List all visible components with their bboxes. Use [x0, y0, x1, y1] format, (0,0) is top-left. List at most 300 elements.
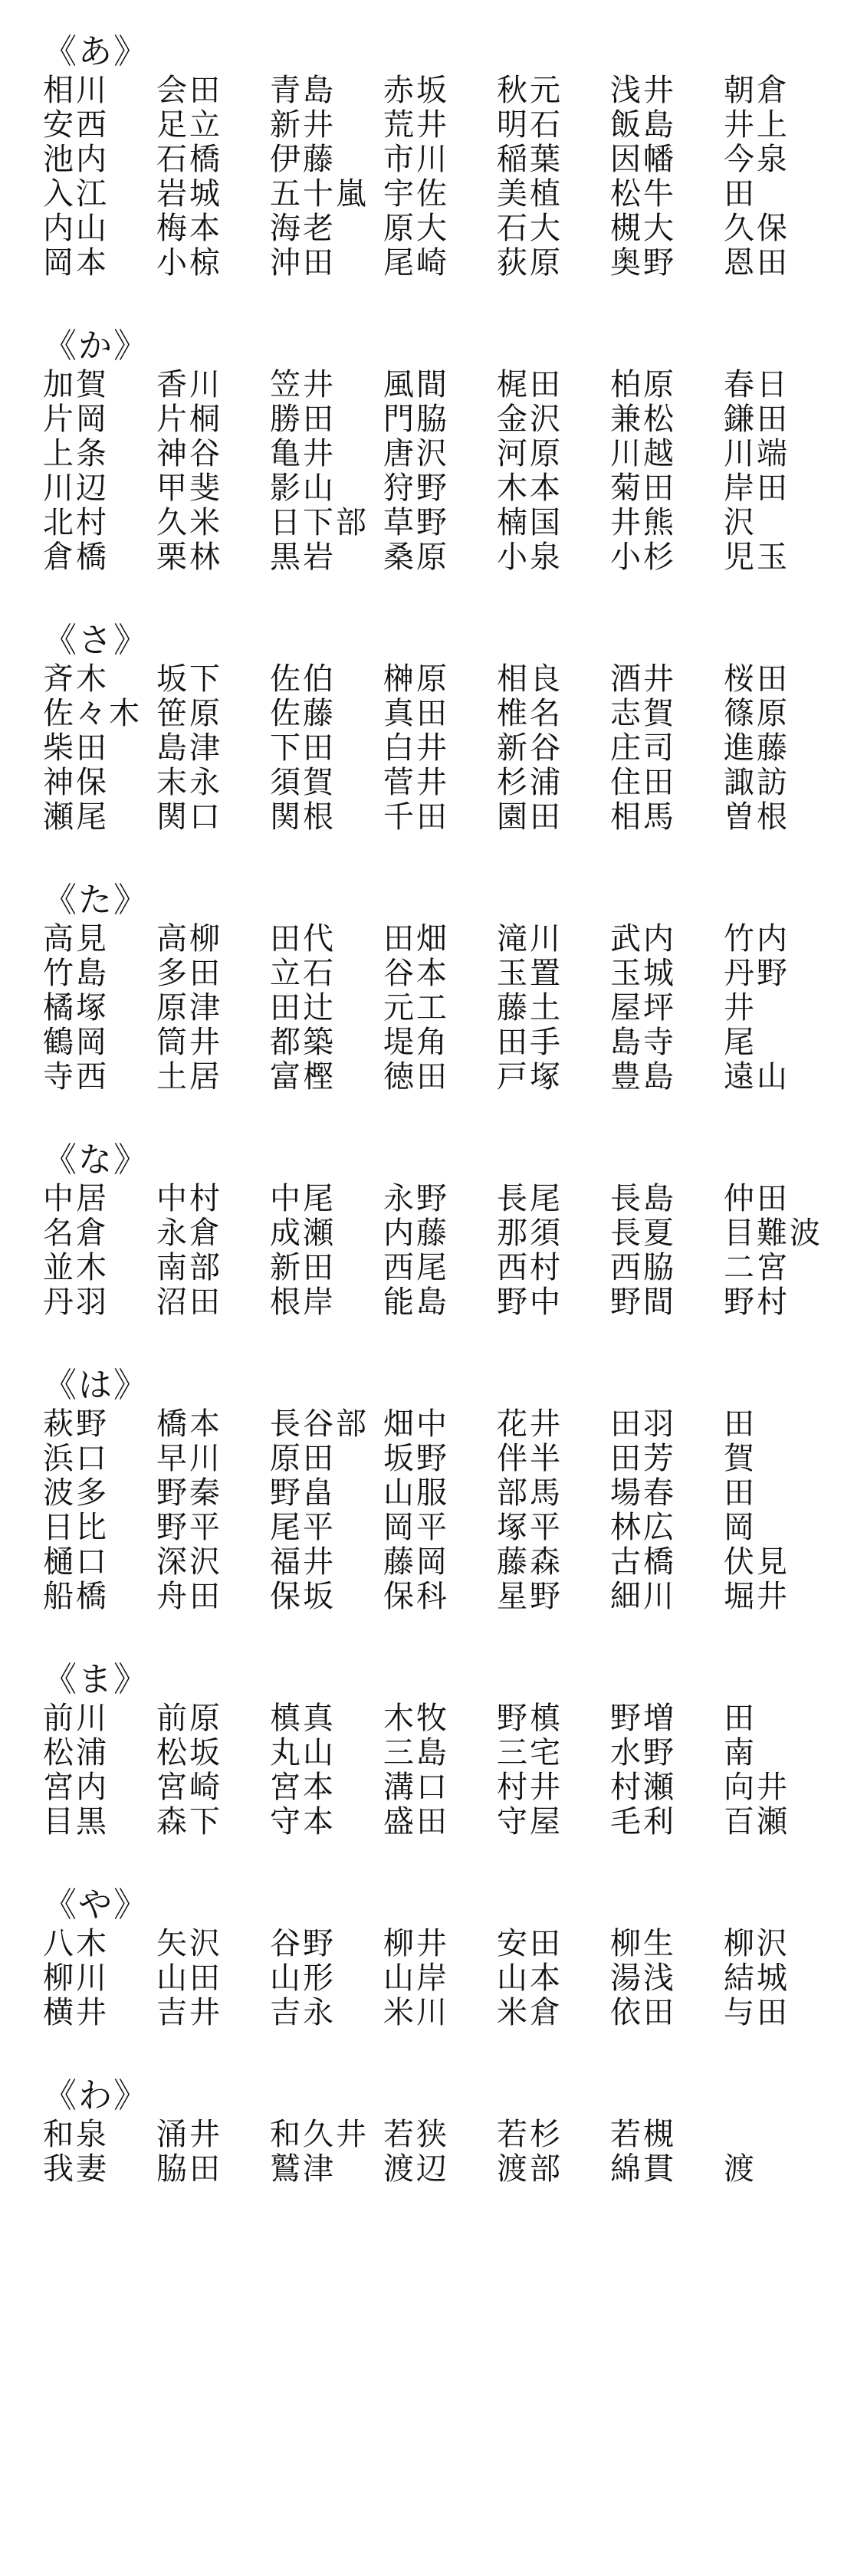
section-heading: 《た》 [43, 881, 149, 920]
surname: 野村 [724, 1285, 790, 1320]
surname: 林広 [610, 1511, 676, 1545]
surname: 部馬 [497, 1476, 563, 1511]
surname: 原大 [383, 212, 449, 246]
surname: 横井 [43, 1996, 109, 2030]
surname-row [43, 662, 844, 697]
surname: 石橋 [156, 143, 222, 177]
surname: 黒岩 [270, 540, 336, 575]
surname: 保坂 [270, 1580, 336, 1614]
surname: 岩城 [156, 177, 222, 212]
surname: 溝口 [383, 1770, 449, 1805]
surname: 塚平 [497, 1511, 563, 1545]
surname: 相良 [497, 662, 563, 697]
surname: 原津 [156, 991, 222, 1025]
surname: 三島 [383, 1736, 449, 1770]
surname: 日比 [43, 1511, 109, 1545]
surname: 会田 [156, 74, 222, 108]
surname: 住田 [610, 766, 676, 800]
surname: 杉浦 [497, 766, 563, 800]
surname: 浜口 [43, 1442, 109, 1476]
surname-row [43, 1476, 844, 1511]
kana-section [43, 1659, 844, 1839]
surname: 五十嵐 [270, 177, 369, 212]
surname: 千田 [383, 800, 449, 835]
surname: 与田 [724, 1996, 790, 2030]
surname: 田 [724, 1407, 757, 1442]
surname-row [43, 1770, 844, 1805]
surname: 小杉 [610, 540, 676, 575]
surname: 田畑 [383, 922, 449, 957]
surname: 沼田 [156, 1285, 222, 1320]
surname-row [43, 212, 844, 246]
surname: 狩野 [383, 471, 449, 506]
surname: 綿貫 [610, 2152, 676, 2187]
surname: 佐藤 [270, 697, 336, 731]
surname: 北村 [43, 506, 109, 540]
surname: 木本 [497, 471, 563, 506]
surname: 野畠 [270, 1476, 336, 1511]
surname: 船橋 [43, 1580, 109, 1614]
surname: 楠国 [497, 506, 563, 540]
surname: 木牧 [383, 1701, 449, 1736]
kana-section [43, 2075, 844, 2187]
surname: 遠山 [724, 1060, 790, 1094]
surname: 伊藤 [270, 143, 336, 177]
surname: 宇佐 [383, 177, 449, 212]
surname: 真田 [383, 697, 449, 731]
surname: 影山 [270, 471, 336, 506]
surname: 伏見 [724, 1545, 790, 1580]
surname: 土居 [156, 1060, 222, 1094]
surname: 山田 [156, 1961, 222, 1996]
surname-row [43, 1442, 844, 1476]
surname: 名倉 [43, 1216, 109, 1251]
kana-section [43, 619, 844, 835]
surname: 永倉 [156, 1216, 222, 1251]
surname: 佐伯 [270, 662, 336, 697]
surname: 井熊 [610, 506, 676, 540]
surname: 門脇 [383, 402, 449, 437]
surname: 甲斐 [156, 471, 222, 506]
surname: 福井 [270, 1545, 336, 1580]
surname-row [43, 1182, 844, 1216]
surname: 草野 [383, 506, 449, 540]
surname: 山本 [497, 1961, 563, 1996]
section-heading: 《な》 [43, 1140, 149, 1180]
surname: 仲田 [724, 1182, 790, 1216]
surname: 椎名 [497, 697, 563, 731]
kana-section [43, 1139, 844, 1320]
surname: 野槙 [497, 1701, 563, 1736]
surname-row [43, 731, 844, 766]
surname: 槙真 [270, 1701, 336, 1736]
surname-row [43, 2152, 844, 2187]
surname: 明石 [497, 108, 563, 143]
surname: 寺西 [43, 1060, 109, 1094]
surname: 早川 [156, 1442, 222, 1476]
surname-row [43, 471, 844, 506]
surname: 斉木 [43, 662, 109, 697]
surname: 豊島 [610, 1060, 676, 1094]
surname-row [43, 1805, 844, 1839]
surname: 足立 [156, 108, 222, 143]
surname-row [43, 1216, 844, 1251]
surname: 兼松 [610, 402, 676, 437]
surname: 川辺 [43, 471, 109, 506]
surname: 南部 [156, 1251, 222, 1285]
surname: 野秦 [156, 1476, 222, 1511]
surname: 我妻 [43, 2152, 109, 2187]
surname: 坂野 [383, 1442, 449, 1476]
surname: 尾平 [270, 1511, 336, 1545]
surname: 菊田 [610, 471, 676, 506]
surname: 田芳 [610, 1442, 676, 1476]
surname: 村井 [497, 1770, 563, 1805]
surname: 柳生 [610, 1927, 676, 1961]
surname: 米倉 [497, 1996, 563, 2030]
surname: 南 [724, 1736, 757, 1770]
surname: 涌井 [156, 2118, 222, 2152]
surname: 小泉 [497, 540, 563, 575]
surname: 山服 [383, 1476, 449, 1511]
surname: 園田 [497, 800, 563, 835]
surname: 若狭 [383, 2118, 449, 2152]
surname-row [43, 1545, 844, 1580]
surname: 並木 [43, 1251, 109, 1285]
surname: 保科 [383, 1580, 449, 1614]
surname: 宮崎 [156, 1770, 222, 1805]
surname: 花井 [497, 1407, 563, 1442]
section-heading: 《は》 [43, 1366, 149, 1405]
surname: 岡平 [383, 1511, 449, 1545]
surname: 中村 [156, 1182, 222, 1216]
surname: 田 [724, 1476, 757, 1511]
surname: 都築 [270, 1025, 336, 1060]
surname: 日下部 [270, 506, 369, 540]
surname: 湯浅 [610, 1961, 676, 1996]
surname: 沖田 [270, 246, 336, 281]
surname: 深沢 [156, 1545, 222, 1580]
kana-section [43, 1884, 844, 2030]
kana-section [43, 879, 844, 1094]
surname: 松坂 [156, 1736, 222, 1770]
surname: 毛利 [610, 1805, 676, 1839]
surname: 柳川 [43, 1961, 109, 1996]
surname: 竹島 [43, 957, 109, 991]
surname: 岸田 [724, 471, 790, 506]
surname: 庄司 [610, 731, 676, 766]
surname: 唐沢 [383, 437, 449, 471]
surname: 目難波 [724, 1216, 823, 1251]
surname: 田 [724, 177, 757, 212]
surname: 相川 [43, 74, 109, 108]
surname: 美植 [497, 177, 563, 212]
surname: 百瀬 [724, 1805, 790, 1839]
surname: 松浦 [43, 1736, 109, 1770]
surname: 長尾 [497, 1182, 563, 1216]
surname: 進藤 [724, 731, 790, 766]
surname: 白井 [383, 731, 449, 766]
surname-row [43, 506, 844, 540]
surname: 曽根 [724, 800, 790, 835]
surname: 河原 [497, 437, 563, 471]
surname: 谷野 [270, 1927, 336, 1961]
surname: 和久井 [270, 2118, 369, 2152]
surname: 丹羽 [43, 1285, 109, 1320]
surname: 下田 [270, 731, 336, 766]
surname: 田羽 [610, 1407, 676, 1442]
surname-row [43, 1285, 844, 1320]
kana-section [43, 325, 844, 575]
surname: 赤坂 [383, 74, 449, 108]
surname: 尾 [724, 1025, 757, 1060]
surname: 田代 [270, 922, 336, 957]
surname: 長夏 [610, 1216, 676, 1251]
surname: 丸山 [270, 1736, 336, 1770]
surname: 徳田 [383, 1060, 449, 1094]
surname: 永野 [383, 1182, 449, 1216]
surname: 桜田 [724, 662, 790, 697]
surname: 川越 [610, 437, 676, 471]
surname: 春日 [724, 368, 790, 402]
surname: 谷本 [383, 957, 449, 991]
surname: 伴半 [497, 1442, 563, 1476]
surname: 前川 [43, 1701, 109, 1736]
surname: 菅井 [383, 766, 449, 800]
surname: 風間 [383, 368, 449, 402]
surname: 関根 [270, 800, 336, 835]
section-heading: 《や》 [43, 1885, 149, 1925]
surname-row [43, 1961, 844, 1996]
surname: 関口 [156, 800, 222, 835]
surname: 浅井 [610, 74, 676, 108]
surname: 井 [724, 991, 757, 1025]
surname: 安西 [43, 108, 109, 143]
surname: 村瀬 [610, 1770, 676, 1805]
surname: 笠井 [270, 368, 336, 402]
section-heading: 《か》 [43, 327, 149, 366]
surname: 丹野 [724, 957, 790, 991]
surname: 梶田 [497, 368, 563, 402]
surname: 井上 [724, 108, 790, 143]
surname: 岡本 [43, 246, 109, 281]
surname: 入江 [43, 177, 109, 212]
surname: 鷲津 [270, 2152, 336, 2187]
surname: 高見 [43, 922, 109, 957]
surname-row [43, 697, 844, 731]
surname: 諏訪 [724, 766, 790, 800]
surname: 矢沢 [156, 1927, 222, 1961]
surname: 栗林 [156, 540, 222, 575]
section-heading: 《ま》 [43, 1660, 149, 1699]
surname: 元工 [383, 991, 449, 1025]
surname-row [43, 1251, 844, 1285]
surname: 田辻 [270, 991, 336, 1025]
surname: 柳沢 [724, 1927, 790, 1961]
surname: 盛田 [383, 1805, 449, 1839]
kana-section [43, 1364, 844, 1614]
surname: 若杉 [497, 2118, 563, 2152]
surname: 田手 [497, 1025, 563, 1060]
surname: 榊原 [383, 662, 449, 697]
surname: 加賀 [43, 368, 109, 402]
surname: 能島 [383, 1285, 449, 1320]
surname: 西尾 [383, 1251, 449, 1285]
section-heading: 《あ》 [43, 32, 149, 71]
surname: 今泉 [724, 143, 790, 177]
surname: 亀井 [270, 437, 336, 471]
surname: 場春 [610, 1476, 676, 1511]
surname: 玉城 [610, 957, 676, 991]
surname: 八木 [43, 1927, 109, 1961]
surname: 藤岡 [383, 1545, 449, 1580]
surname: 児玉 [724, 540, 790, 575]
surname-row [43, 1701, 844, 1736]
surname: 賀 [724, 1442, 757, 1476]
surname: 堀井 [724, 1580, 790, 1614]
surname: 因幡 [610, 143, 676, 177]
surname: 守本 [270, 1805, 336, 1839]
surname: 松牛 [610, 177, 676, 212]
surname: 市川 [383, 143, 449, 177]
surname: 和泉 [43, 2118, 109, 2152]
surname: 西脇 [610, 1251, 676, 1285]
surname: 依田 [610, 1996, 676, 2030]
surname: 香川 [156, 368, 222, 402]
surname: 渡辺 [383, 2152, 449, 2187]
surname: 久保 [724, 212, 790, 246]
surname: 藤土 [497, 991, 563, 1025]
surname: 堤角 [383, 1025, 449, 1060]
surname: 波多 [43, 1476, 109, 1511]
surname: 山岸 [383, 1961, 449, 1996]
surname: 倉橋 [43, 540, 109, 575]
surname: 池内 [43, 143, 109, 177]
surname-row [43, 1996, 844, 2030]
surname: 屋坪 [610, 991, 676, 1025]
surname: 長谷部 [270, 1407, 369, 1442]
surname: 結城 [724, 1961, 790, 1996]
surname-row [43, 368, 844, 402]
surname-row [43, 540, 844, 575]
surname: 長島 [610, 1182, 676, 1216]
surname: 玉置 [497, 957, 563, 991]
surname: 吉井 [156, 1996, 222, 2030]
surname: 二宮 [724, 1251, 790, 1285]
surname-row [43, 1025, 844, 1060]
surname: 脇田 [156, 2152, 222, 2187]
surname: 佐々木 [43, 697, 142, 731]
surname: 荻原 [497, 246, 563, 281]
surname: 渡 [724, 2152, 757, 2187]
surname-row [43, 246, 844, 281]
surname: 富樫 [270, 1060, 336, 1094]
surname: 志賀 [610, 697, 676, 731]
surname: 柳井 [383, 1927, 449, 1961]
surname-row [43, 1927, 844, 1961]
surname: 稲葉 [497, 143, 563, 177]
surname: 樋口 [43, 1545, 109, 1580]
surname: 新谷 [497, 731, 563, 766]
surname: 酒井 [610, 662, 676, 697]
surname: 青島 [270, 74, 336, 108]
surname: 筒井 [156, 1025, 222, 1060]
surname: 西村 [497, 1251, 563, 1285]
surname: 中居 [43, 1182, 109, 1216]
surname: 神谷 [156, 437, 222, 471]
surname: 成瀬 [270, 1216, 336, 1251]
surname: 藤森 [497, 1545, 563, 1580]
surname: 荒井 [383, 108, 449, 143]
surname: 橋本 [156, 1407, 222, 1442]
surname: 上条 [43, 437, 109, 471]
surname: 片桐 [156, 402, 222, 437]
surname: 立石 [270, 957, 336, 991]
surname-row [43, 766, 844, 800]
surname: 朝倉 [724, 74, 790, 108]
surname: 野中 [497, 1285, 563, 1320]
surname: 坂下 [156, 662, 222, 697]
surname: 片岡 [43, 402, 109, 437]
surname: 島寺 [610, 1025, 676, 1060]
surname: 神保 [43, 766, 109, 800]
surname-row [43, 1580, 844, 1614]
surname-row [43, 991, 844, 1025]
surname: 須賀 [270, 766, 336, 800]
surname: 海老 [270, 212, 336, 246]
surname: 柴田 [43, 731, 109, 766]
surname: 鶴岡 [43, 1025, 109, 1060]
surname: 小椋 [156, 246, 222, 281]
surname: 岡 [724, 1511, 757, 1545]
surname: 秋元 [497, 74, 563, 108]
surname-row [43, 1060, 844, 1094]
surname: 宮本 [270, 1770, 336, 1805]
surname: 桑原 [383, 540, 449, 575]
surname: 尾崎 [383, 246, 449, 281]
surname: 瀬尾 [43, 800, 109, 835]
surname: 戸塚 [497, 1060, 563, 1094]
surname: 那須 [497, 1216, 563, 1251]
surname: 篠原 [724, 697, 790, 731]
surname: 滝川 [497, 922, 563, 957]
surname: 新田 [270, 1251, 336, 1285]
surname: 鎌田 [724, 402, 790, 437]
surname: 野平 [156, 1511, 222, 1545]
surname: 久米 [156, 506, 222, 540]
surname: 勝田 [270, 402, 336, 437]
kana-section [43, 31, 844, 281]
surname-row [43, 437, 844, 471]
surname-row [43, 74, 844, 108]
surname: 原田 [270, 1442, 336, 1476]
surname: 笹原 [156, 697, 222, 731]
surname-row [43, 800, 844, 835]
surname: 武内 [610, 922, 676, 957]
surname: 多田 [156, 957, 222, 991]
surname: 野間 [610, 1285, 676, 1320]
surname: 安田 [497, 1927, 563, 1961]
surname: 若槻 [610, 2118, 676, 2152]
surname: 山形 [270, 1961, 336, 1996]
surname: 田 [724, 1701, 757, 1736]
surname-row [43, 402, 844, 437]
surname-row [43, 143, 844, 177]
surname: 宮内 [43, 1770, 109, 1805]
surname: 米川 [383, 1996, 449, 2030]
surname: 槻大 [610, 212, 676, 246]
surname: 萩野 [43, 1407, 109, 1442]
